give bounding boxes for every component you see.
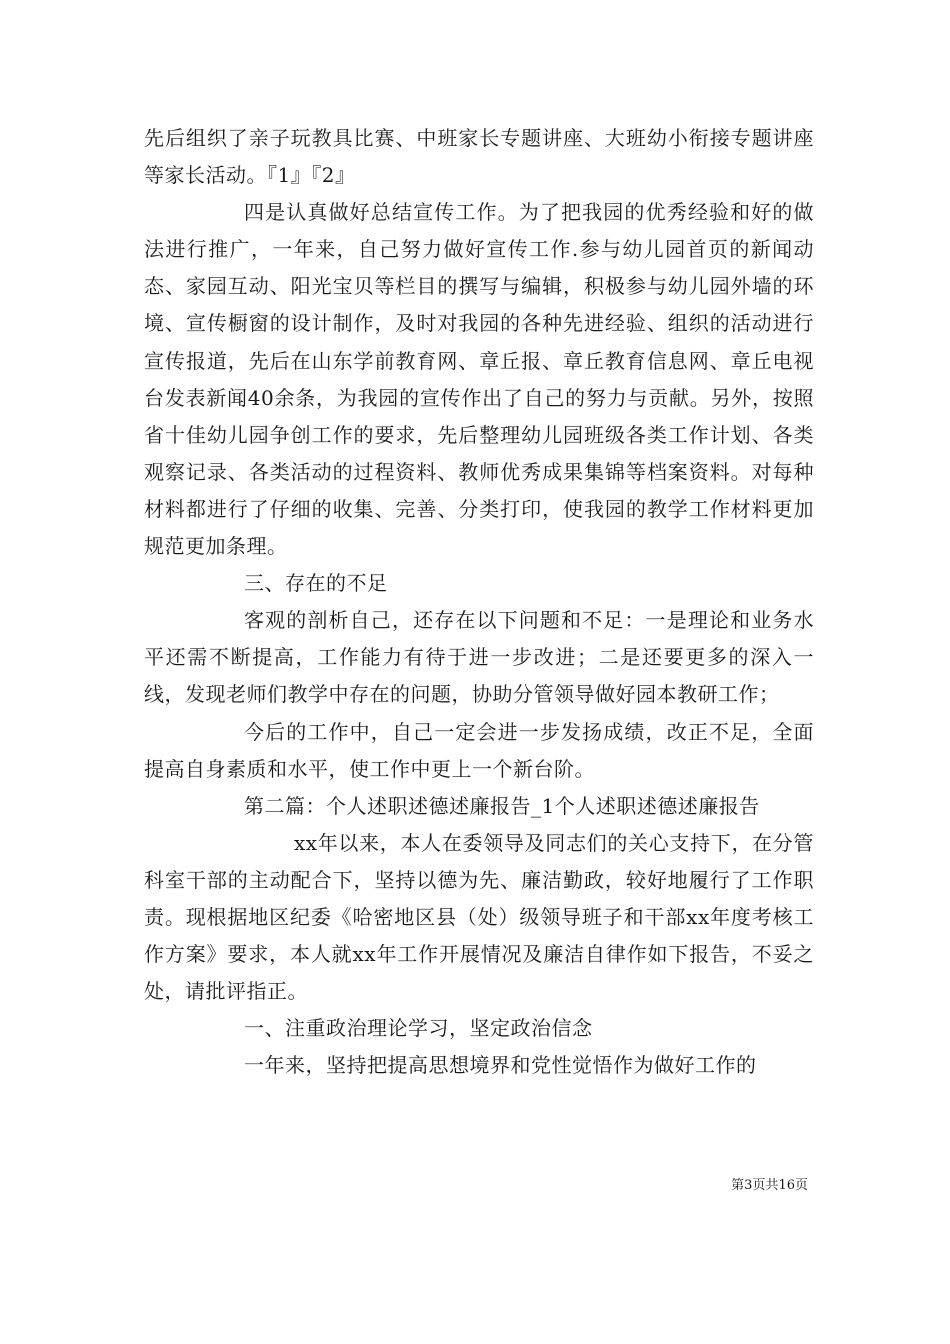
page-number-footer: 第3页共16页 [731,1178,808,1193]
paragraph-future-work: 今后的工作中，自己一定会进一步发扬成绩，改正不足，全面提高自身素质和水平，使工作中更上一个新台阶。 [144,719,814,781]
paragraph-report-intro: xx年以来，本人在委领导及同志们的关心支持下，在分管科室干部的主动配合下，坚持以德为先、廉洁勤政，较好地履行了工作职责。现根据地区纪委《哈密地区县（处）级领导班子和干部xx年度考核工作方案》要求，本人就xx年工作开展情况及廉洁自律作如下报告，不妥之处，请批评指正。 [144,830,814,1004]
paragraph-parent-activities: 先后组织了亲子玩教具比赛、中班家长专题讲座、大班幼小衔接专题讲座等家长活动。『1』『2』 [144,126,814,188]
chapter-heading-second: 第二篇：个人述职述德述廉报告_1个人述职述德述廉报告 [244,793,760,818]
paragraph-publicity-work: 四是认真做好总结宣传工作。为了把我园的优秀经验和好的做法进行推广，一年来，自己努力做好宣传工作.参与幼儿园首页的新闻动态、家园互动、阳光宝贝等栏目的撰写与编辑，积极参与幼儿园外墙的环境、宣传橱窗的设计制作，及时对我园的各种先进经验、组织的活动进行宣传报道，先后在山东学前教育网、章丘报、章丘教育信息网、章丘电视台发表新闻40余条，为我园的宣传作出了自己的努力与贡献。另外，按照省十佳幼儿园争创工作的要求，先后整理幼儿园班级各类工作计划、各类观察记录、各类活动的过程资料、教师优秀成果集锦等档案资料。对每种材料都进行了仔细的收集、完善、分类打印，使我园的教学工作材料更加规范更加条理。 [144,200,814,559]
section-heading-political-study: 一、注重政治理论学习，坚定政治信念 [244,1016,593,1041]
section-heading-shortcomings: 三、存在的不足 [244,571,388,596]
document-body [144,120,814,1084]
paragraph-shortcomings: 客观的剖析自己，还存在以下问题和不足：一是理论和业务水平还需不断提高，工作能力有待于进一步改进；二是还要更多的深入一线，发现老师们教学中存在的问题，协助分管领导做好园本教研工作； [144,608,814,707]
paragraph-political-study: 一年来，坚持把提高思想境界和党性觉悟作为做好工作的 [244,1053,757,1078]
